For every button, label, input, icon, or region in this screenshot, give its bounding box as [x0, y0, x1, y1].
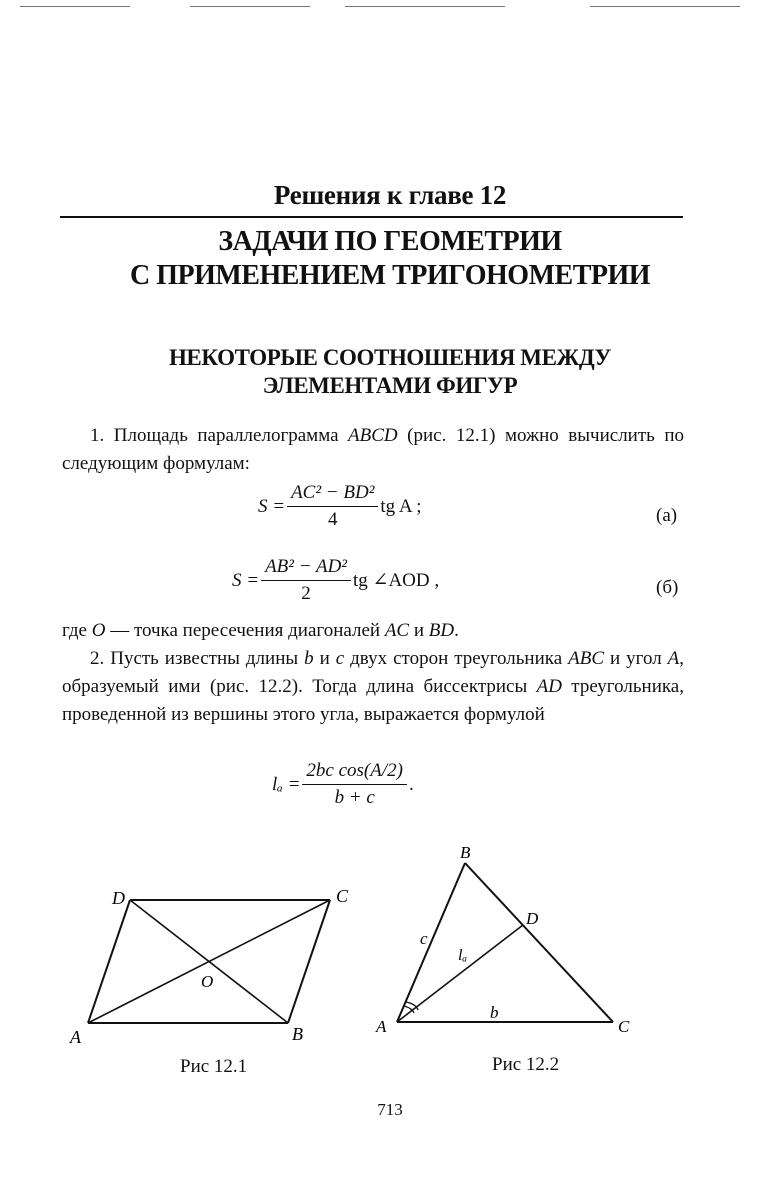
text: (рис. 12.1) можно вычислить по следующим формулам:	[62, 425, 684, 474]
paragraph-2	[62, 645, 684, 729]
formula-lhs: S =	[258, 495, 286, 517]
side-bc	[465, 863, 613, 1022]
scan-mark	[345, 6, 505, 7]
angle-arc-1	[406, 1002, 418, 1010]
paragraph-where	[62, 617, 684, 645]
scan-mark	[190, 6, 310, 7]
label-a: A	[70, 1027, 81, 1047]
text: — точка пересечения диагоналей	[105, 620, 385, 641]
label-o: O	[201, 972, 214, 991]
denominator: 2	[261, 580, 351, 605]
section-title-line-1: НЕКОТОРЫЕ СООТНОШЕНИЯ МЕЖДУ	[168, 345, 612, 370]
equation-label-b: (б)	[656, 577, 679, 598]
fraction	[263, 556, 349, 605]
label-bisector: lₐ	[458, 947, 468, 964]
formula-a	[258, 482, 422, 531]
caption-fig-12-2: Рис 12.2	[492, 1054, 560, 1075]
label-d: D	[112, 888, 125, 908]
formula-b	[232, 556, 439, 605]
figure-parallelogram	[60, 880, 360, 1050]
figure-triangle	[370, 840, 640, 1040]
text: и	[313, 648, 336, 669]
section-title-line-2: ЭЛЕМЕНТАМИ ФИГУР	[262, 373, 518, 398]
fraction	[304, 760, 405, 809]
math: AD	[536, 676, 562, 697]
formula-bisector	[272, 760, 414, 809]
label-b: B	[460, 843, 471, 862]
numerator: 2bc cos(A/2)	[306, 760, 403, 781]
title-line-2: С ПРИМЕНЕНИЕМ ТРИГОНОМЕТРИИ	[129, 260, 651, 291]
math: AC	[384, 620, 410, 641]
denominator: 4	[287, 506, 378, 531]
chapter-heading: Решения к главе 12	[273, 180, 507, 210]
side-ab	[397, 863, 468, 1022]
text: .	[454, 620, 459, 641]
text: 1. Площадь параллелограмма	[90, 425, 349, 446]
math: b	[304, 648, 314, 669]
formula-lhs: lₐ =	[272, 773, 301, 795]
denominator: b + c	[302, 784, 407, 809]
text: , образуемый ими (рис. 12.2). Тогда длина биссектрисы	[62, 648, 685, 697]
page-number: 713	[377, 1100, 403, 1119]
label-b: B	[292, 1024, 303, 1044]
title-line-1: ЗАДАЧИ ПО ГЕОМЕТРИИ	[218, 226, 562, 257]
paragraph-1	[62, 422, 684, 478]
numerator: AB² − AD²	[265, 556, 347, 577]
formula-rhs: tg ∠AOD ,	[353, 570, 440, 591]
scan-mark	[590, 6, 740, 7]
label-d: D	[526, 909, 539, 928]
scan-mark	[20, 6, 130, 7]
formula-rhs: .	[408, 773, 414, 795]
caption-fig-12-1: Рис 12.1	[180, 1056, 248, 1077]
math: BD	[428, 620, 455, 641]
label-side-c: c	[420, 929, 428, 948]
diagonal-bd	[130, 900, 288, 1023]
formula-lhs: S =	[232, 569, 260, 591]
text: и угол	[604, 648, 668, 669]
formula-rhs: tg A ;	[380, 495, 422, 517]
heading-rule	[60, 216, 683, 218]
label-side-b: b	[490, 1003, 499, 1022]
math: O	[91, 620, 106, 641]
fraction	[289, 482, 376, 531]
math: A	[667, 648, 680, 669]
text: где	[62, 620, 92, 641]
label-c: C	[618, 1017, 630, 1036]
math: ABC	[568, 648, 605, 669]
math: ABCD	[348, 425, 398, 446]
text: треугольника, проведенной из вершины этого угла, выражается формулой	[62, 676, 684, 725]
equation-label-a: (а)	[656, 505, 678, 526]
math: c	[335, 648, 345, 669]
numerator: AC² − BD²	[291, 482, 375, 503]
label-c: C	[336, 886, 349, 906]
text: двух сторон треугольника	[344, 648, 569, 669]
text: и	[409, 620, 429, 641]
text: 2. Пусть известны длины	[90, 648, 305, 669]
label-a: A	[376, 1017, 387, 1036]
